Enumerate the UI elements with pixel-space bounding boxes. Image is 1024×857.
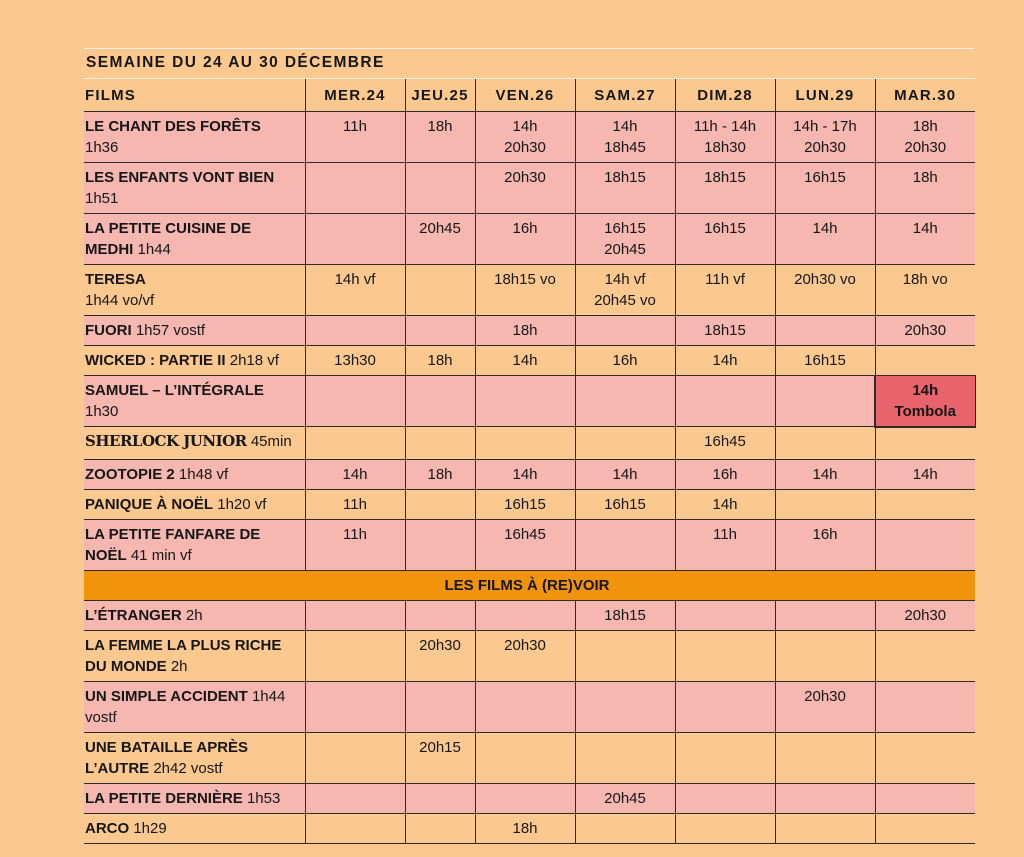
showtime-cell: 16h <box>575 346 675 376</box>
showtime-cell <box>305 601 405 631</box>
film-cell <box>84 376 305 427</box>
film-title: UN SIMPLE ACCIDENT <box>85 688 248 705</box>
showtime-cell: 14h <box>775 460 875 490</box>
showtime-cell <box>875 427 975 460</box>
showtime-cell <box>575 427 675 460</box>
showtime-cell: 20h45 <box>405 214 475 265</box>
showtime-cell: 16h45 <box>475 520 575 571</box>
film-row <box>84 112 975 163</box>
film-cell <box>84 520 305 571</box>
showtime-cell <box>875 784 975 814</box>
showtime-cell <box>475 601 575 631</box>
film-row <box>84 316 975 346</box>
showtime-cell: 18h <box>875 163 975 214</box>
top-divider <box>84 48 974 49</box>
header-day: DIM.28 <box>675 79 775 112</box>
film-row <box>84 733 975 784</box>
showtime-cell: 16h <box>475 214 575 265</box>
showtime-cell <box>405 376 475 427</box>
film-row <box>84 214 975 265</box>
film-row <box>84 601 975 631</box>
header-day: JEU.25 <box>405 79 475 112</box>
showtime-cell <box>875 631 975 682</box>
showtime-cell: 14h <box>875 214 975 265</box>
showtime-cell: 11h vf <box>675 265 775 316</box>
showtime-cell <box>305 631 405 682</box>
showtime-cell: 16h15 20h45 <box>575 214 675 265</box>
section-header-row <box>84 571 975 601</box>
showtime-cell <box>675 376 775 427</box>
film-title: LA PETITE FANFARE DE NOËL <box>85 526 261 564</box>
showtime-cell: 18h <box>405 346 475 376</box>
film-info: 2h18 vf <box>229 352 279 369</box>
showtime-cell <box>775 784 875 814</box>
showtime-cell <box>405 163 475 214</box>
film-info: 2h42 vostf <box>153 760 223 777</box>
showtime-cell <box>875 733 975 784</box>
showtime-cell: 11h <box>675 520 775 571</box>
showtime-cell <box>575 814 675 844</box>
showtime-cell <box>775 631 875 682</box>
film-title: LE CHANT DES FORÊTS <box>85 118 261 135</box>
film-row <box>84 265 975 316</box>
showtime-cell <box>675 784 775 814</box>
showtime-cell: 11h <box>305 520 405 571</box>
showtime-cell: 18h15 <box>675 163 775 214</box>
film-title: PANIQUE À NOËL <box>85 496 214 513</box>
showtime-cell: 20h30 <box>475 163 575 214</box>
showtime-cell <box>305 682 405 733</box>
showtime-cell <box>875 520 975 571</box>
showtime-cell: 14h Tombola <box>875 376 975 427</box>
showtime-cell: 14h 18h45 <box>575 112 675 163</box>
showtime-cell <box>305 733 405 784</box>
film-info: 41 min vf <box>130 547 192 564</box>
showtime-cell <box>775 814 875 844</box>
showtime-cell: 20h30 <box>405 631 475 682</box>
showtime-cell <box>775 601 875 631</box>
header-day: VEN.26 <box>475 79 575 112</box>
film-title: L’ÉTRANGER <box>85 607 182 624</box>
header-films: FILMS <box>84 79 305 112</box>
film-info: 1h48 vf <box>178 466 229 483</box>
film-row <box>84 163 975 214</box>
showtime-cell <box>675 682 775 733</box>
film-title: SHERLOCK JUNIOR <box>85 432 247 450</box>
showtime-cell <box>575 376 675 427</box>
showtime-cell <box>575 682 675 733</box>
showtime-cell: 14h <box>775 214 875 265</box>
film-cell <box>84 490 305 520</box>
film-row <box>84 460 975 490</box>
film-cell <box>84 112 305 163</box>
showtime-cell <box>405 316 475 346</box>
film-title: WICKED : PARTIE II <box>85 352 226 369</box>
film-row <box>84 427 975 460</box>
showtime-cell: 18h <box>475 316 575 346</box>
showtime-cell: 14h <box>875 460 975 490</box>
film-title: LA PETITE CUISINE DE MEDHI <box>85 220 252 258</box>
film-info: 1h44 vo/vf <box>85 292 155 309</box>
showtime-cell: 20h30 <box>775 682 875 733</box>
film-cell <box>84 814 305 844</box>
film-info: 1h29 <box>133 820 167 837</box>
film-title: LA PETITE DERNIÈRE <box>85 790 243 807</box>
showtime-cell: 14h <box>305 460 405 490</box>
film-info: 1h51 <box>85 190 119 207</box>
showtime-cell <box>775 316 875 346</box>
film-row <box>84 520 975 571</box>
showtime-cell <box>305 814 405 844</box>
showtime-cell <box>475 682 575 733</box>
film-info: 2h <box>170 658 188 675</box>
header-day: LUN.29 <box>775 79 875 112</box>
film-cell <box>84 265 305 316</box>
film-row <box>84 814 975 844</box>
showtime-cell <box>475 784 575 814</box>
film-row <box>84 631 975 682</box>
showtime-cell <box>775 490 875 520</box>
showtime-cell: 18h <box>405 112 475 163</box>
showtime-cell: 14h - 17h 20h30 <box>775 112 875 163</box>
showtime-cell: 16h15 <box>675 214 775 265</box>
schedule-body <box>84 112 975 844</box>
showtime-cell <box>405 265 475 316</box>
film-info: 1h36 <box>85 139 119 156</box>
showtime-cell: 16h45 <box>675 427 775 460</box>
showtime-cell: 20h30 <box>875 601 975 631</box>
film-title: ZOOTOPIE 2 <box>85 466 175 483</box>
showtime-cell <box>875 490 975 520</box>
film-info: 1h57 vostf <box>135 322 206 339</box>
showtime-cell: 20h15 <box>405 733 475 784</box>
showtime-cell <box>305 316 405 346</box>
showtime-cell <box>305 163 405 214</box>
showtime-cell: 18h <box>405 460 475 490</box>
showtime-cell <box>875 682 975 733</box>
film-row <box>84 784 975 814</box>
showtime-cell <box>405 601 475 631</box>
showtime-cell: 16h15 <box>775 346 875 376</box>
showtime-cell: 18h15 vo <box>475 265 575 316</box>
showtime-cell <box>305 427 405 460</box>
showtime-cell: 16h15 <box>775 163 875 214</box>
film-row <box>84 682 975 733</box>
film-title: LA FEMME LA PLUS RICHE DU MONDE <box>85 637 282 675</box>
schedule-table <box>84 78 975 844</box>
showtime-cell: 20h30 <box>475 631 575 682</box>
film-title: FUORI <box>85 322 132 339</box>
film-cell <box>84 316 305 346</box>
showtime-cell <box>575 631 675 682</box>
showtime-cell <box>675 631 775 682</box>
showtime-cell: 16h <box>675 460 775 490</box>
film-cell <box>84 682 305 733</box>
header-day: MAR.30 <box>875 79 975 112</box>
showtime-cell: 13h30 <box>305 346 405 376</box>
showtime-cell <box>475 733 575 784</box>
showtime-cell: 16h15 <box>575 490 675 520</box>
showtime-cell: 18h15 <box>575 163 675 214</box>
showtime-cell: 20h45 <box>575 784 675 814</box>
showtime-cell <box>575 316 675 346</box>
showtime-cell: 18h 20h30 <box>875 112 975 163</box>
film-title: LES ENFANTS VONT BIEN <box>85 169 275 186</box>
showtime-cell <box>475 427 575 460</box>
film-info: 45min <box>250 433 292 450</box>
showtime-cell <box>405 682 475 733</box>
showtime-cell: 14h vf 20h45 vo <box>575 265 675 316</box>
header-row <box>84 79 975 112</box>
showtime-cell: 14h vf <box>305 265 405 316</box>
showtime-cell: 14h 20h30 <box>475 112 575 163</box>
header-day: MER.24 <box>305 79 405 112</box>
film-cell <box>84 784 305 814</box>
showtime-cell: 11h <box>305 112 405 163</box>
showtime-cell: 20h30 <box>875 316 975 346</box>
showtime-cell <box>775 427 875 460</box>
showtime-cell: 14h <box>475 460 575 490</box>
showtime-cell <box>775 376 875 427</box>
film-row <box>84 490 975 520</box>
film-info: 1h44 <box>137 241 171 258</box>
showtime-cell <box>575 520 675 571</box>
showtime-cell: 18h15 <box>575 601 675 631</box>
showtime-cell: 14h <box>475 346 575 376</box>
film-row <box>84 346 975 376</box>
film-title: UNE BATAILLE APRÈS L’AUTRE <box>85 739 249 777</box>
showtime-cell <box>875 346 975 376</box>
showtime-cell: 20h30 vo <box>775 265 875 316</box>
showtime-cell: 18h vo <box>875 265 975 316</box>
film-cell <box>84 427 305 460</box>
film-title: SAMUEL – L’INTÉGRALE <box>85 382 264 399</box>
showtime-cell <box>405 814 475 844</box>
showtime-cell <box>675 733 775 784</box>
showtime-cell <box>305 376 405 427</box>
showtime-cell <box>875 814 975 844</box>
film-info: 1h53 <box>246 790 281 807</box>
showtime-cell <box>305 784 405 814</box>
showtime-cell <box>575 733 675 784</box>
showtime-cell <box>405 490 475 520</box>
film-cell <box>84 214 305 265</box>
showtime-cell <box>675 814 775 844</box>
showtime-cell <box>405 520 475 571</box>
showtime-cell <box>775 733 875 784</box>
week-title: SEMAINE DU 24 AU 30 DÉCEMBRE <box>86 54 385 71</box>
showtime-cell: 14h <box>675 490 775 520</box>
showtime-cell: 16h15 <box>475 490 575 520</box>
film-cell <box>84 346 305 376</box>
showtime-cell: 11h - 14h 18h30 <box>675 112 775 163</box>
showtime-cell: 14h <box>575 460 675 490</box>
showtime-cell <box>475 376 575 427</box>
film-cell <box>84 601 305 631</box>
film-cell <box>84 631 305 682</box>
showtime-cell: 18h15 <box>675 316 775 346</box>
film-cell <box>84 163 305 214</box>
header-day: SAM.27 <box>575 79 675 112</box>
showtime-cell: 14h <box>675 346 775 376</box>
film-info: 1h44 vostf <box>85 688 286 726</box>
film-cell <box>84 460 305 490</box>
film-cell <box>84 733 305 784</box>
film-row <box>84 376 975 427</box>
film-title: TERESA <box>85 271 146 288</box>
showtime-cell <box>405 427 475 460</box>
film-title: ARCO <box>85 820 130 837</box>
showtime-cell: 16h <box>775 520 875 571</box>
showtime-cell <box>405 784 475 814</box>
showtime-cell: 18h <box>475 814 575 844</box>
section-title: LES FILMS À (RE)VOIR <box>84 571 975 601</box>
showtime-cell <box>305 214 405 265</box>
film-info: 1h30 <box>85 403 119 420</box>
showtime-cell: 11h <box>305 490 405 520</box>
film-info: 1h20 vf <box>217 496 267 513</box>
showtime-cell <box>675 601 775 631</box>
film-info: 2h <box>185 607 203 624</box>
